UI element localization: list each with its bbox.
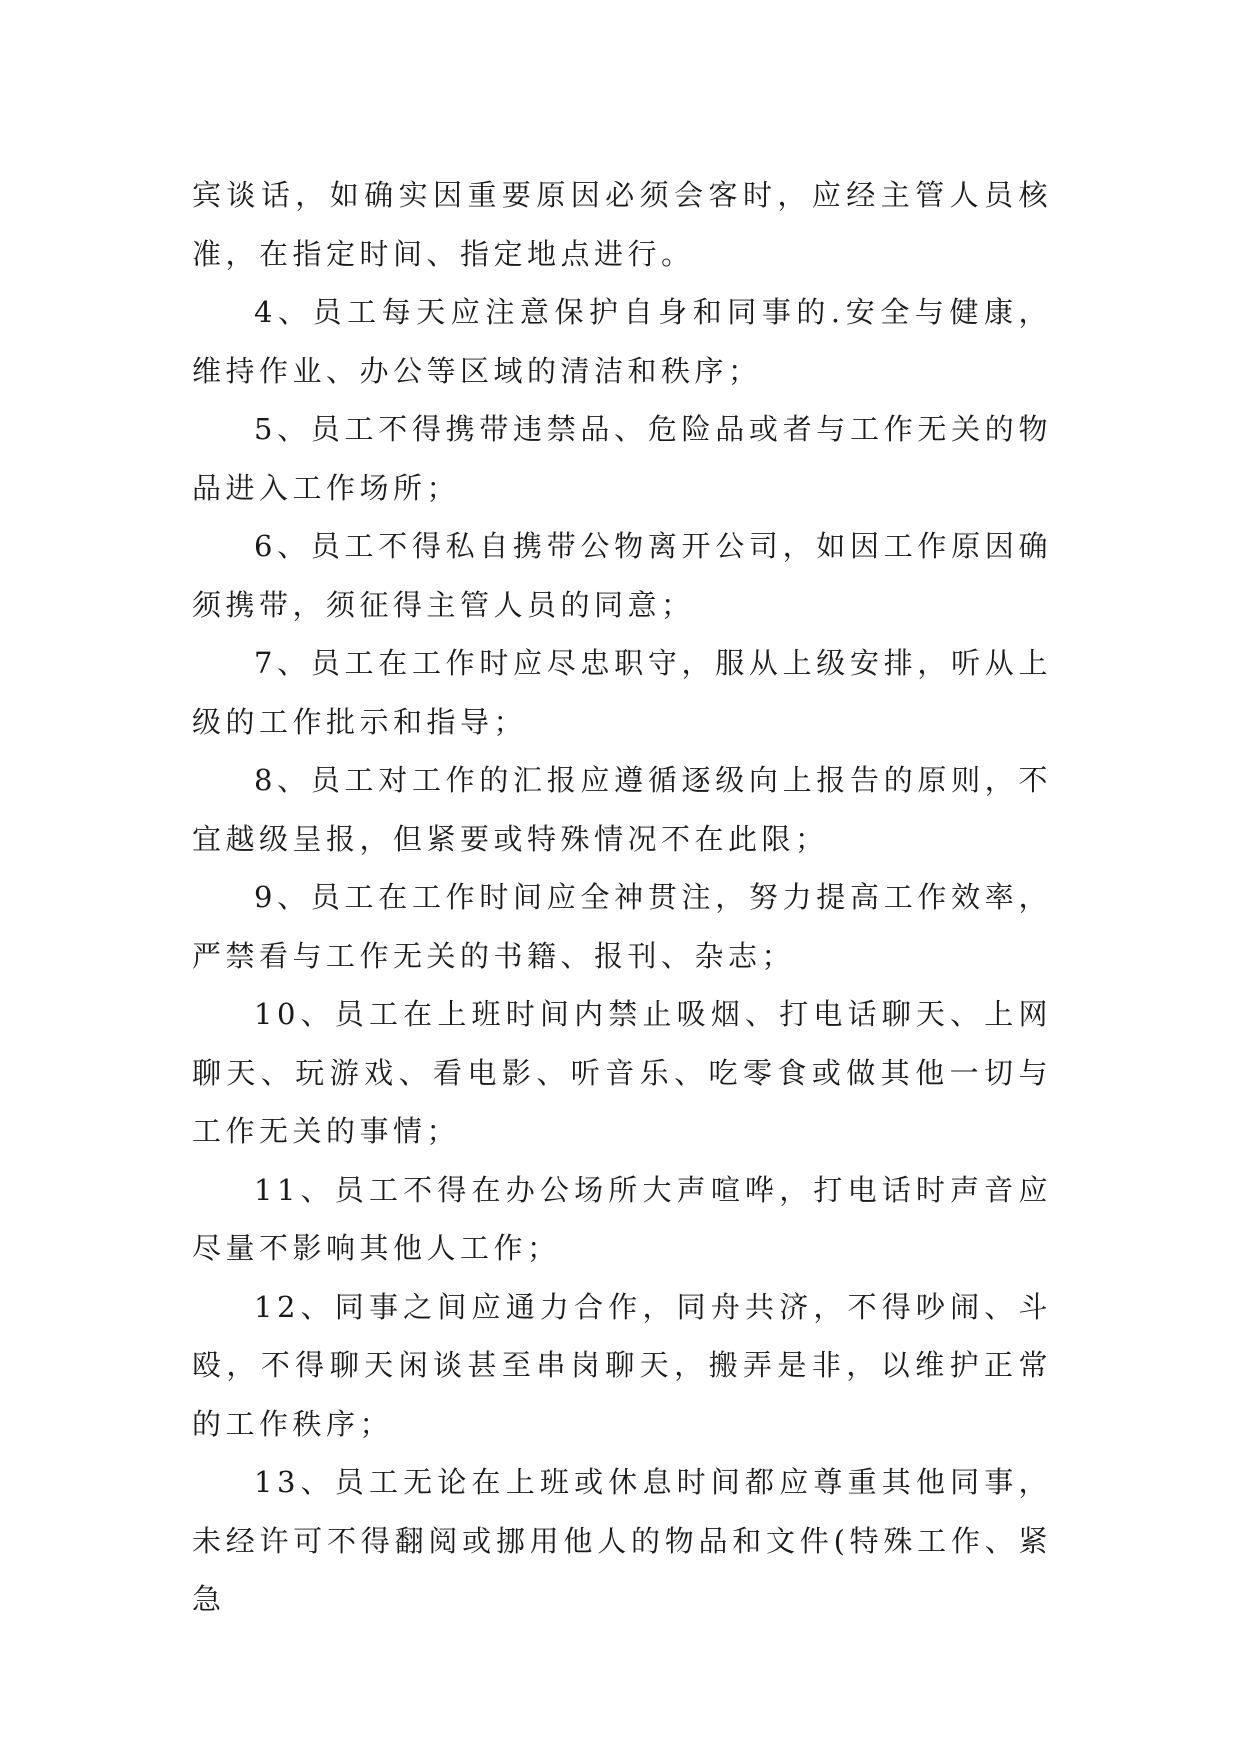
paragraph-rule-6: 6、员工不得私自携带公物离开公司，如因工作原因确须携带，须征得主管人员的同意； bbox=[192, 529, 1052, 622]
paragraph-rule-10: 10、员工在上班时间内禁止吸烟、打电话聊天、上网聊天、玩游戏、看电影、听音乐、吃零食或做其他一切与工作无关的事情； bbox=[192, 997, 1052, 1148]
paragraph-rule-8: 8、员工对工作的汇报应遵循逐级向上报告的原则，不宜越级呈报，但紧要或特殊情况不在此限； bbox=[192, 763, 1052, 856]
paragraph-rule-12: 12、同事之间应通力合作，同舟共济，不得吵闹、斗殴，不得聊天闲谈甚至串岗聊天，搬弄是非，以维护正常的工作秩序； bbox=[192, 1289, 1052, 1441]
paragraph-rule-4: 4、员工每天应注意保护自身和同事的.安全与健康，维持作业、办公等区域的清洁和秩序； bbox=[192, 295, 1052, 388]
paragraph-rule-11: 11、员工不得在办公场所大声喧哗，打电话时声音应尽量不影响其他人工作； bbox=[192, 1172, 1052, 1265]
paragraph-rule-7: 7、员工在工作时应尽忠职守，服从上级安排，听从上级的工作批示和指导； bbox=[192, 646, 1052, 739]
paragraph-rule-5: 5、员工不得携带违禁品、危险品或者与工作无关的物品进入工作场所； bbox=[192, 412, 1052, 505]
document-body bbox=[192, 166, 1052, 1629]
paragraph-rule-9: 9、员工在工作时间应全神贯注，努力提高工作效率，严禁看与工作无关的书籍、报刊、杂志； bbox=[192, 880, 1052, 973]
paragraph-continuation: 宾谈话，如确实因重要原因必须会客时，应经主管人员核准，在指定时间、指定地点进行。 bbox=[192, 178, 1052, 271]
paragraph-rule-13: 13、员工无论在上班或休息时间都应尊重其他同事，未经许可不得翻阅或挪用他人的物品和文件(特殊工作、紧急 bbox=[192, 1465, 1052, 1616]
